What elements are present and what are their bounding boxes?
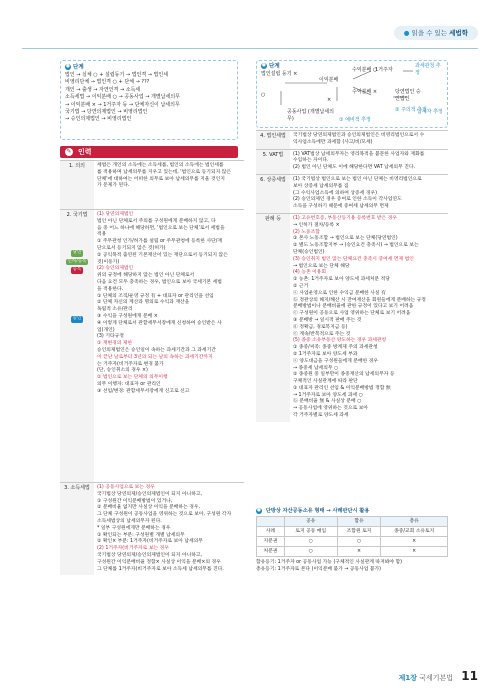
- text-line: 위의 규정에 해당하지 않는 법인 아닌 단체로서: [97, 273, 195, 279]
- text-line: 세법은 개인의 소득에는 소득세를, 법인의 소득에는 법인세를: [97, 163, 224, 168]
- diagram-line: 개인 → 출생 → 자연인격 → 소득세: [65, 86, 141, 93]
- text-line: (1) 국기법상 법인으로 보는 법인 아닌 단체는 비영리법인으로: [293, 176, 422, 182]
- left-diagram-label: 단계: [73, 64, 84, 71]
- row-label: 3. 소득세법: [60, 483, 94, 576]
- text-line: → 1거주자로 보아 양도세 과세 ○: [293, 392, 363, 398]
- flow-node: 수익분배 ×: [352, 89, 378, 95]
- text-line: ⓒ 구성원이 공동으로 사업 영위하는 단체로 보기 어려움: [293, 311, 411, 317]
- flow-node: ○: [261, 92, 266, 99]
- right-diagram-box: [256, 60, 448, 128]
- text-line: ① 단체의 조직/운영 규정 有 + 대표자 or 관리인을 선임: [97, 293, 214, 299]
- flow-node: 납세자 추정: [417, 109, 443, 115]
- text-line: ⓐ 사업운영으로 인한 수익금 분배한 사실 有: [293, 290, 386, 296]
- table-cell: 조합원 토지: [337, 527, 381, 537]
- flow-node: ② 주의적 추정: [395, 107, 427, 113]
- text-line: 단체(승인법인): [293, 249, 325, 255]
- text-line: 가 문제가 된다.: [97, 183, 130, 189]
- tag-badge: 승인: [72, 316, 82, 322]
- text-line: 의무 이행자: 대표자 or 관리인: [97, 381, 161, 387]
- text-line: 분배방법이나 분배비율에 관한 규정이 있다고 보기 어려움: [293, 304, 414, 310]
- text-line: 승인의제법인은 승인일이 속하는 과세기간과 그 과세기간: [97, 347, 216, 353]
- text-line: 구체적인 사실관계에 따라 판단: [293, 379, 358, 385]
- left-diagram-box: [60, 60, 238, 140]
- text-line: (그 수익사업소득에 의하여 상증세 경우): [293, 190, 377, 196]
- table-row: [256, 213, 448, 421]
- diagram-line: 비영리단체 → 법인격 ○ + 단체 → ???: [65, 79, 150, 86]
- flow-node: ×: [327, 97, 332, 103]
- row-label: 판례 등: [256, 213, 290, 421]
- text-line: 를 적용하며 납세의무를 지우고 있는데, '법인으로 등기되지 않은: [97, 169, 231, 175]
- text-line: 국기법상 당연의제법인과 승인의제법인은 비영리법인으로서 수: [293, 133, 425, 138]
- row-content: [290, 213, 448, 421]
- table-row: [256, 131, 448, 150]
- note-line: 총유등기: 1거주자로 본다 (이익분배 불가 → 공동사업 불가): [256, 567, 382, 572]
- text-line: * 일부 구성원에게만 분배하는 경우: [97, 525, 171, 531]
- text-line: ② 근거: [293, 283, 309, 289]
- text-line: 구성원간 이익분배비율 정함× 사실상 이익을 분배×의 경우: [97, 559, 221, 565]
- row-label: 1. 의의: [60, 161, 94, 210]
- diagram-line: 소득세법 → 이익분배 ○ → 공동사업 → 개별납세의무: [65, 94, 180, 101]
- text-line: 다음 요건 모두 충족하는 경우, 법인으로 보아 국세기본 세법: [97, 279, 222, 285]
- text-line: ③ 선임/변경: 관할세무서장에게 신고로 신고: [97, 388, 190, 394]
- text-line: ① 재변경의 제한: [97, 341, 133, 347]
- row-label: 2. 국기법: [66, 212, 88, 218]
- flow-node: 이익분배: [319, 77, 339, 83]
- row-label-cell: [60, 210, 94, 483]
- flow-node: 법인설립 등기 ×: [261, 70, 298, 77]
- text-line: ① 구성원간 이익분배방법이 있거나,: [97, 498, 173, 504]
- text-line: 음 중 어느 하나에 해당하면, '법인으로 보는 단체'로서 세법을: [97, 225, 225, 231]
- text-line: (5) 종중 소유부동산 양도하는 경우 과세관청: [293, 338, 387, 344]
- text-line: 이 끝난 날로부터 3년의 되는 날의 속하는 과세기간까지: [97, 354, 213, 360]
- table-cell: ○: [284, 537, 337, 547]
- tag-badge: 당연: [72, 249, 82, 255]
- text-line: (3) 기타규정: [97, 334, 124, 340]
- text-line: 적용: [97, 232, 107, 238]
- text-line: (2) 노동조합: [293, 229, 320, 235]
- flow-node: 수익분배 ○: [352, 67, 378, 73]
- text-line: 단체'에 대하여는 어떠한 의무로 보아 납세의무를 지울 것인지: [97, 176, 225, 182]
- table-row: [256, 149, 448, 174]
- flow-node: 공동사업 (개별납세의무): [287, 109, 335, 123]
- text-line: (4) 농촌 이용회: [293, 270, 327, 276]
- text-line: 국기법상 당연의제/승인의제법인이 되지 아니하고,: [97, 552, 203, 558]
- table-row: [257, 527, 448, 537]
- text-line: ① 본사 노동조합 → 법인으로 보는 단체(당연법인): [293, 236, 398, 242]
- table-cell: 사례: [257, 527, 285, 537]
- text-line: ② 확인× 부분: 1거주자(비거주자로 보아 납세의무: [97, 539, 203, 545]
- text-line: ① 대표자 관리인 선임 & 이익분배방법 정함 無: [293, 385, 391, 391]
- flow-node: 1거주자: [375, 67, 393, 73]
- row-label: 6. 상증세법: [256, 174, 290, 213]
- text-line: (2) 법인 아닌 단체도 이에 해당한다면 VAT 납세의무 진다.: [293, 165, 416, 171]
- flow-node: 당연법인 승인법인: [395, 89, 421, 103]
- bullet-icon: ●: [403, 29, 410, 37]
- summary-table: [256, 516, 448, 557]
- table-cell: ×: [381, 537, 448, 547]
- text-line: ② 종중원 중 일부만이 종중재산의 납세의무자 등: [293, 372, 395, 378]
- left-table: [60, 160, 244, 575]
- text-line: ② 법인으로 보는 단체의 의무이행: [97, 375, 168, 381]
- text-line: 을 적용한다.: [97, 286, 124, 292]
- right-diagram-label: 단계: [269, 63, 280, 70]
- text-line: (1) 공동사업으로 보는 경우: [97, 485, 155, 490]
- text-line: 독립적 소유/관리: [97, 307, 133, 313]
- text-line: ② 단체 자신의 계산과 명의로 수익과 재산을: [97, 300, 190, 306]
- pencil-icon: ✎: [66, 148, 72, 155]
- table-cell: 처분권: [257, 547, 285, 557]
- table-header: 공유: [284, 517, 337, 527]
- row-label: 5. VAT법: [256, 149, 290, 174]
- row-content: [94, 483, 244, 576]
- text-line: 소득을 구성하기 때문에 증여세 납세의무 면제: [293, 204, 389, 210]
- step-icon: ●: [257, 507, 261, 513]
- table-cell: ×: [381, 547, 448, 557]
- table-row: [60, 210, 244, 483]
- text-line: 업(개인): [97, 327, 115, 333]
- text-line: ② 공익목적 출연된 기본재산이 있는 재단으로서 등기되지 않은: [97, 252, 228, 258]
- text-line: ③ 수익을 구성원에게 분배 ×: [97, 313, 158, 319]
- row-content: [94, 210, 244, 483]
- table-cell: 토지 공동 매입: [284, 527, 337, 537]
- text-line: → 공동사업에 영위하는 것으로 보아: [293, 406, 368, 412]
- table-row: [60, 483, 244, 576]
- insight-bar: [60, 146, 238, 158]
- text-line: ⓑ 분배비율 無 & 사실상 분배 ○: [293, 399, 362, 405]
- text-line: 그 단체를 1거주자(비거주자로 보아 소득세 납세의무를 진다.: [97, 566, 224, 572]
- row-label: 4. 법인세법: [256, 131, 290, 150]
- table-row: [257, 547, 448, 557]
- footer-chapter: 제1장: [398, 674, 418, 682]
- text-line: 보아 상증세 납세의무를 짐: [293, 183, 349, 189]
- text-line: → 법인으로 보는 단체 해당: [293, 263, 350, 269]
- text-line: (3) 승인취지 범인 않는 단체요건 충족시 증여세 면제 범인: [293, 256, 414, 262]
- note-line: 합유등기: 1거주자 or 공동사업 가능 (구체적인 사실관계 따져봐야 함): [256, 560, 402, 565]
- table-row: [60, 161, 244, 210]
- text-line: 각 거주자별로 양도세 과세: [293, 413, 349, 419]
- insight-title: 인력: [78, 148, 92, 156]
- text-line: ③ 분배방 → 일시적 판매 주는 것: [293, 317, 362, 323]
- text-line: 그 단체 구성원이 공동사업을 영위하는 것으로 보아, 구성원 각자: [97, 512, 232, 518]
- flow-node: 과세관청 추정: [415, 63, 441, 77]
- table-row: [256, 174, 448, 213]
- text-line: (1) 당연의제법인: [97, 212, 134, 217]
- row-content: [290, 174, 448, 213]
- table-header: 총유: [381, 517, 448, 527]
- text-line: → 종중세 납세의무 ○: [293, 365, 339, 371]
- table-cell: ○: [337, 537, 381, 547]
- text-line: ④ 이렇게 단체로서 관할세무서장에게 신청하여 승인받은 사: [97, 320, 222, 326]
- table-header: 합유: [337, 517, 381, 527]
- table-cell: 종중/교회 소유토지: [381, 527, 448, 537]
- footer-title: 국세기본법: [419, 674, 454, 682]
- chapter-title: 세법학: [449, 29, 468, 37]
- table-row: [257, 537, 448, 547]
- table-cell: ○: [284, 547, 337, 557]
- text-line: ① 농촌: 1거주자로 보아 양도세 과세처분 적당: [293, 277, 390, 283]
- text-line: 국기법상 당연의제/승인의제법인이 되지 아니하고,: [97, 491, 203, 497]
- summary-title: 단방상 자산공동소유 형태 → 사례판단시 활용: [265, 508, 370, 514]
- text-line: ⓐ 양도대금을 구성원들에게 분배한 경우: [293, 358, 379, 364]
- text-line: 는 거주자(비거주자로 변경 불가: [97, 361, 164, 367]
- row-content: [290, 131, 448, 150]
- table-cell: 지분권: [257, 537, 285, 547]
- text-line: ① 주무관청 인가/허가를 설립 or 주무관청에 등록한 사단/재: [97, 239, 223, 245]
- text-line: ② 1거주자로 보아 양도세 부과: [293, 351, 358, 357]
- text-line: 단으로서 등기되지 않은 것(허가): [97, 245, 166, 251]
- diagram-line: 법인 → 실체 ○ + 설립등기 → 법인격 → 법인세: [65, 71, 169, 78]
- tag-badge: 등록: [72, 267, 82, 273]
- text-line: (단, 승인취소의 경우 ×): [97, 368, 148, 374]
- right-table: [256, 130, 448, 422]
- text-line: (2) 1거주자(비거주자로 보는 경우: [97, 546, 169, 552]
- bottom-summary: [256, 507, 448, 573]
- page-footer: [399, 669, 478, 683]
- text-line: ⓔ 계속/반복적으로 주는 것: [293, 331, 351, 337]
- diagram-line: 국기법 → 당연의제법인 → 비영리법인: [65, 108, 148, 115]
- text-line: (2) 승인의제인 경우 증여로 인한 소득이 각사업연도: [293, 197, 402, 203]
- text-line: ② 별도 노동조합지부 → (승인요건 충족시) → 법인으로 보는: [293, 243, 419, 249]
- step-icon: ●: [66, 64, 70, 69]
- text-line: (1) 고유번호증, 부동산등기용 등록번호 받은 경우: [293, 215, 397, 221]
- text-line: ⓓ 정확금, 경로복지금 등): [293, 324, 348, 330]
- text-line: 익사업소득에만 과세함 (사고/비/모세): [293, 139, 373, 145]
- row-content: [94, 161, 244, 210]
- flow-node: ① 예비적 추정: [339, 117, 371, 123]
- row-content: [290, 149, 448, 174]
- header-divider: [22, 48, 478, 49]
- text-line: (1) VAT법상 납세의무자는 영리목적을 불문한 사업자와 재화를: [293, 151, 425, 157]
- page-number: 11: [461, 669, 478, 683]
- table-cell: ×: [337, 547, 381, 557]
- chapter-label: 읽을 수 있는: [411, 29, 448, 37]
- text-line: 법인 아닌 단체로서 주의를 구성원에게 분배하지 않고, 다: [97, 218, 216, 224]
- left-diagram: [65, 64, 233, 124]
- table-header: [257, 517, 285, 527]
- text-line: → 인허가 절차/등록 ×: [293, 222, 340, 228]
- text-line: 수입하는 자이다.: [293, 158, 329, 164]
- text-line: 소득세법상의 납세의무자 된다.: [97, 518, 162, 524]
- step-icon: ●: [262, 63, 266, 68]
- text-line: ② 분배비율 없지만 사실상 이익을 분배하는 경우,: [97, 505, 201, 511]
- text-line: ① 종중/씨족: 종중 방계제 주의 과세관청: [293, 345, 378, 351]
- text-line: (2) 승인의제법인: [97, 266, 134, 272]
- flow-left: [261, 63, 321, 100]
- text-line: 것(이동가): [97, 259, 120, 265]
- text-line: ⓑ 정관상의 해지/해산 시 잔여재산을 회원들에게 분배하는 규정: [293, 297, 426, 303]
- text-line: ① 확인되는 부분: 구성원별 개별 납세의무: [97, 532, 185, 538]
- diagram-line: → 승인의제법인 → 비영리법인: [65, 116, 132, 123]
- tag-badge: 인허/등록: [67, 258, 87, 264]
- table-row: [257, 517, 448, 527]
- chapter-header: [394, 26, 478, 40]
- diagram-line: → 이익분배 × → 1거주자 등 → 단체자신이 납세의무: [65, 101, 180, 108]
